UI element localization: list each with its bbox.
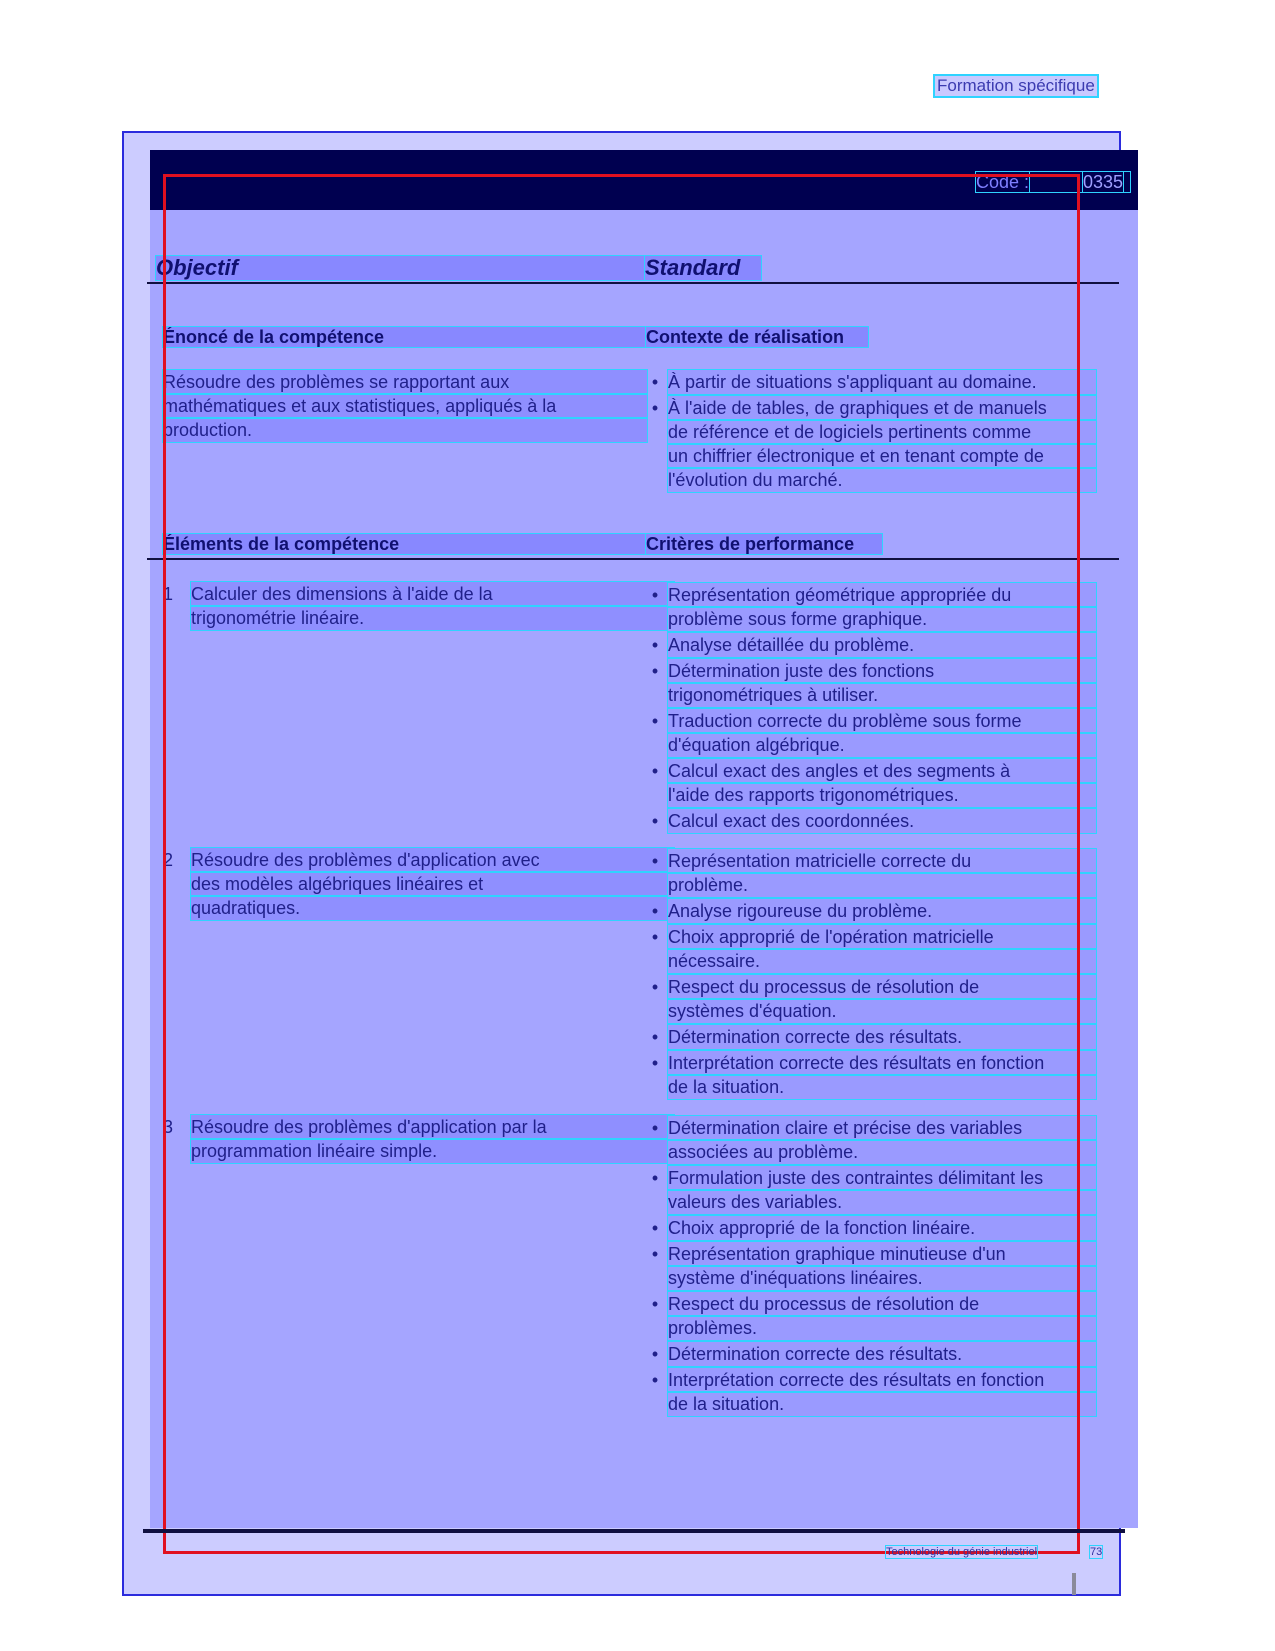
bullet-icon: • xyxy=(651,398,659,418)
standard-heading: Standard xyxy=(645,256,761,280)
contexte-line: À l'aide de tables, de graphiques et de manuels xyxy=(668,396,1096,420)
competence-title: Énoncé de la compétence xyxy=(163,327,646,347)
criterion-line: Calcul exact des angles et des segments à xyxy=(668,759,1096,783)
element-line: trigonométrie linéaire. xyxy=(191,606,674,630)
criterion-line: Représentation graphique minutieuse d'un xyxy=(668,1242,1096,1266)
criterion-line: d'équation algébrique. xyxy=(668,733,1096,757)
criterion-line: Détermination juste des fonctions xyxy=(668,659,1096,683)
bullet-icon: • xyxy=(651,1218,659,1238)
criterion-line: Formulation juste des contraintes délimitant les xyxy=(668,1166,1096,1190)
element-line: Calculer des dimensions à l'aide de la xyxy=(191,582,674,606)
elements-title: Éléments de la compétence xyxy=(163,534,646,554)
element-number: 1 xyxy=(163,584,174,604)
page-number: 73 xyxy=(1090,1546,1103,1558)
criterion-line: de la situation. xyxy=(668,1075,1096,1099)
bullet-icon: • xyxy=(651,1344,659,1364)
bullet-icon: • xyxy=(651,1118,659,1138)
bullet-icon: • xyxy=(651,927,659,947)
criterion-line: trigonométriques à utiliser. xyxy=(668,683,1096,707)
criterion-line: problème. xyxy=(668,873,1096,897)
contexte-line: l'évolution du marché. xyxy=(668,468,1096,492)
bullet-icon: • xyxy=(651,977,659,997)
bullet-icon: • xyxy=(651,901,659,921)
criterion-line: l'aide des rapports trigonométriques. xyxy=(668,783,1096,807)
criterion-line: Détermination correcte des résultats. xyxy=(668,1342,1096,1366)
code-value: 0335 xyxy=(1083,172,1124,192)
criteres-title: Critères de performance xyxy=(646,534,882,554)
bullet-icon: • xyxy=(651,1027,659,1047)
criterion-line: Détermination claire et précise des variables xyxy=(668,1116,1096,1140)
footer-divider xyxy=(143,1529,1125,1533)
bullet-icon: • xyxy=(651,661,659,681)
criterion-line: systèmes d'équation. xyxy=(668,999,1096,1023)
bullet-icon: • xyxy=(651,1053,659,1073)
criterion-line: Respect du processus de résolution de xyxy=(668,975,1096,999)
highlight-frame xyxy=(163,174,1080,1554)
contexte-line: de référence et de logiciels pertinents comme xyxy=(668,420,1096,444)
competence-line: production. xyxy=(163,418,647,442)
criterion-line: Calcul exact des coordonnées. xyxy=(668,809,1096,833)
element-line: Résoudre des problèmes d'application par la xyxy=(191,1115,674,1139)
contexte-line: un chiffrier électronique et en tenant compte de xyxy=(668,444,1096,468)
criterion-line: Traduction correcte du problème sous forme xyxy=(668,709,1096,733)
criterion-line: Représentation géométrique appropriée du xyxy=(668,583,1096,607)
section-label: Formation spécifique xyxy=(937,76,1095,95)
contexte-line: À partir de situations s'appliquant au domaine. xyxy=(668,370,1096,394)
bullet-icon: • xyxy=(651,1294,659,1314)
criterion-line: Analyse détaillée du problème. xyxy=(668,633,1096,657)
element-line: des modèles algébriques linéaires et xyxy=(191,872,674,896)
cursor-mark xyxy=(1072,1573,1076,1595)
bullet-icon: • xyxy=(651,585,659,605)
contexte-title: Contexte de réalisation xyxy=(646,327,868,347)
criterion-line: Choix approprié de l'opération matricielle xyxy=(668,925,1096,949)
objectif-heading: Objectif xyxy=(156,256,644,280)
bullet-icon: • xyxy=(651,1370,659,1390)
criterion-line: Choix approprié de la fonction linéaire. xyxy=(668,1216,1096,1240)
bullet-icon: • xyxy=(651,851,659,871)
bullet-icon: • xyxy=(651,811,659,831)
bullet-icon: • xyxy=(651,372,659,392)
criterion-line: Respect du processus de résolution de xyxy=(668,1292,1096,1316)
code-label: Code : xyxy=(976,172,1030,192)
competence-line: mathématiques et aux statistiques, appliqués à la xyxy=(163,394,647,418)
element-number: 2 xyxy=(163,850,174,870)
criterion-line: Représentation matricielle correcte du xyxy=(668,849,1096,873)
element-line: Résoudre des problèmes d'application avec xyxy=(191,848,674,872)
bullet-icon: • xyxy=(651,761,659,781)
element-line: quadratiques. xyxy=(191,896,674,920)
criterion-line: Détermination correcte des résultats. xyxy=(668,1025,1096,1049)
criterion-line: Interprétation correcte des résultats en fonction xyxy=(668,1051,1096,1075)
criterion-line: problème sous forme graphique. xyxy=(668,607,1096,631)
element-line: programmation linéaire simple. xyxy=(191,1139,674,1163)
criterion-line: de la situation. xyxy=(668,1392,1096,1416)
criterion-line: nécessaire. xyxy=(668,949,1096,973)
footer-program: Technologie du génie industriel xyxy=(886,1546,1038,1558)
bullet-icon: • xyxy=(651,1168,659,1188)
element-number: 3 xyxy=(163,1117,174,1137)
criterion-line: problèmes. xyxy=(668,1316,1096,1340)
criterion-line: système d'inéquations linéaires. xyxy=(668,1266,1096,1290)
bullet-icon: • xyxy=(651,635,659,655)
criterion-line: associées au problème. xyxy=(668,1140,1096,1164)
criterion-line: Interprétation correcte des résultats en fonction xyxy=(668,1368,1096,1392)
bullet-icon: • xyxy=(651,1244,659,1264)
competence-line: Résoudre des problèmes se rapportant aux xyxy=(163,370,647,394)
criterion-line: Analyse rigoureuse du problème. xyxy=(668,899,1096,923)
bullet-icon: • xyxy=(651,711,659,731)
criterion-line: valeurs des variables. xyxy=(668,1190,1096,1214)
